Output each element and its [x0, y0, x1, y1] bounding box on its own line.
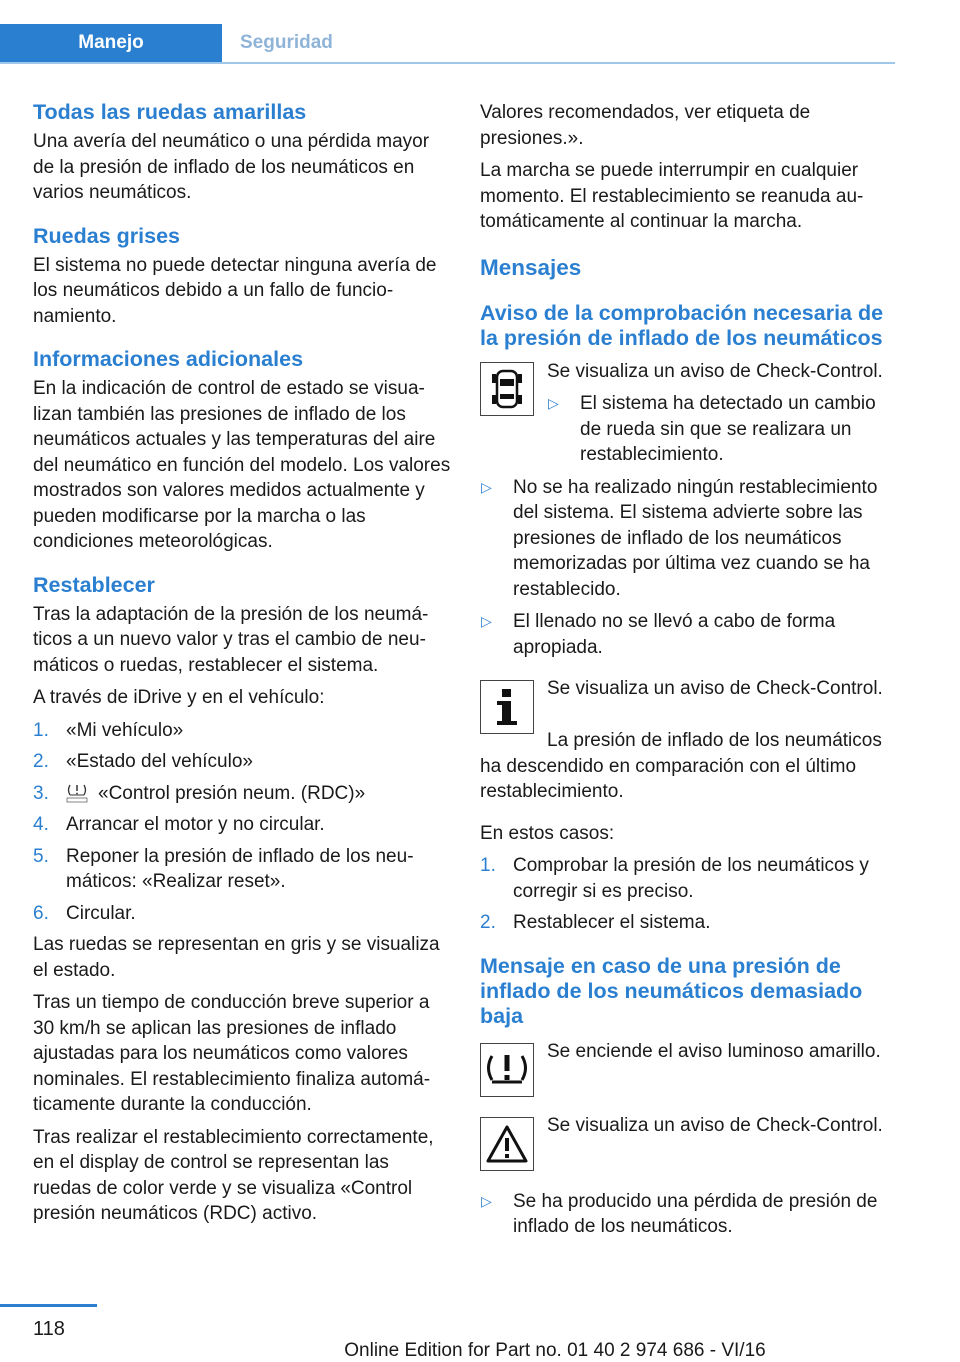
- list-item: [480, 853, 898, 904]
- bullet-list: [480, 475, 898, 661]
- heading-presion-baja: Mensaje en caso de una presión de inflado de los neumáticos demasiado baja: [480, 953, 863, 1028]
- list-item: [33, 844, 451, 895]
- bullet-text: Se ha producido una pérdida de presión de inflado de los neumáticos.: [513, 1190, 878, 1237]
- heading-informaciones: Informaciones adicionales: [33, 347, 304, 371]
- car-tire-warning-icon: [480, 362, 534, 416]
- paragraph: Tras realizar el restablecimiento correctamente, en el display de control se representan las ruedas de color verde y se visualiza «Control presión neumáticos (RDC) activo.: [33, 1126, 434, 1224]
- triangle-bullet-icon: ▷: [481, 613, 492, 629]
- list-item: [33, 781, 451, 807]
- list-item: [33, 749, 451, 775]
- paragraph: Tras la adaptación de la presión de los neumáticos a un nuevo valor y tras el cambio de neumáticos o ruedas, restablecer el sistema.: [33, 603, 429, 676]
- triangle-bullet-icon: ▷: [481, 1192, 492, 1209]
- paragraph: Una avería del neumático o una pérdida mayor de la presión de inflado de los neumáticos en varios neumáticos.: [33, 131, 430, 203]
- step-text: Arrancar el motor y no circular.: [66, 814, 325, 835]
- casos-steps-list: [480, 853, 898, 936]
- paragraph: [480, 728, 898, 805]
- step-number: 1.: [33, 719, 49, 741]
- heading-mensajes: Mensajes: [480, 254, 582, 280]
- list-item: [480, 910, 898, 936]
- paragraph: En la indicación de control de estado se visualizan también las presiones de inflado de los neumáticos actuales y las temperaturas del aire del neumático en función del modelo. Los valores mostrados son valores medidos actualmente y pueden modificarse por la marcha o las condiciones meteorológicas.: [33, 378, 451, 552]
- list-item: [547, 391, 898, 468]
- step-text: Restablecer el sistema.: [513, 912, 711, 933]
- paragraph: Se visualiza un aviso de Check-Control.: [547, 1114, 883, 1136]
- heading-todas-amarillas: Todas las ruedas amarillas: [33, 100, 307, 124]
- paragraph: A través de iDrive y en el vehículo:: [33, 687, 325, 708]
- step-number: 3.: [33, 782, 49, 804]
- list-item: [33, 901, 451, 927]
- section-ruedas-grises: [33, 224, 451, 330]
- section-informaciones: [33, 347, 451, 555]
- tire-pressure-warning-icon: [480, 1043, 534, 1097]
- list-item: [480, 609, 898, 660]
- paragraph: En estos casos:: [480, 822, 615, 844]
- step-text: Comprobar la presión de los neumáticos y corregir si es preciso.: [513, 855, 869, 902]
- step-text: «Control presión neum. (RDC)»: [98, 782, 366, 804]
- paragraph: Se visualiza un aviso de Check-Control.: [547, 360, 883, 382]
- section-restablecer: [33, 573, 451, 1227]
- step-number: 6.: [33, 902, 49, 924]
- tire-pressure-reset-icon: [66, 783, 88, 803]
- list-item: [33, 812, 451, 838]
- info-check-control-row: [480, 676, 898, 732]
- bullet-text: El llenado no se llevó a cabo de forma apropiada.: [513, 611, 836, 658]
- page-number: 118: [33, 1318, 65, 1340]
- right-column: [480, 100, 898, 1247]
- step-number: 2.: [33, 751, 49, 772]
- paragraph: La marcha se puede interrumpir en cualquier momento. El restablecimiento se reanuda automáticamente al continuar la marcha.: [480, 160, 864, 232]
- section-todas-amarillas: [33, 100, 451, 206]
- tab-manejo[interactable]: Manejo: [0, 24, 222, 62]
- aviso-check-control-row: [480, 359, 898, 468]
- paragraph: Se enciende el aviso luminoso amarillo.: [547, 1040, 881, 1062]
- heading-restablecer: Restablecer: [33, 572, 155, 597]
- paragraph: Tras un tiempo de conducción breve superior a 30 km/h se aplican las presiones de inflado ajustadas para los neumáticos como valores nominales. El restablecimiento finaliza automáticamente durante la conducción.: [33, 992, 431, 1115]
- paragraph: Valores recomendados, ver etiqueta de presiones.».: [480, 102, 811, 149]
- bullet-list: [547, 391, 898, 468]
- left-column: [33, 100, 451, 1234]
- step-number: 2.: [480, 912, 496, 933]
- footer-divider: [0, 1304, 97, 1307]
- list-item: [480, 1189, 898, 1240]
- reset-steps-list: [33, 718, 451, 927]
- list-item: [480, 475, 898, 603]
- triangle-bullet-icon: ▷: [481, 478, 492, 495]
- warning-triangle-icon: [480, 1117, 534, 1171]
- step-number: 1.: [480, 855, 496, 876]
- footer-edition: Online Edition for Part no. 01 40 2 974 686 - VI/16: [344, 1340, 766, 1361]
- heading-aviso-comprobacion: Aviso de la comprobación necesaria de la presión de inflado de los neumáticos: [480, 300, 884, 350]
- warning-light-row: [480, 1039, 898, 1103]
- top-navigation-bar: [0, 24, 895, 64]
- info-icon: [480, 680, 534, 734]
- step-text: «Mi vehículo»: [66, 719, 184, 741]
- step-text: Reponer la presión de inflado de los neumáticos: «Realizar reset».: [66, 845, 414, 892]
- paragraph: Se visualiza un aviso de Check-Control.: [547, 678, 883, 699]
- bullet-text: El sistema ha detectado un cambio de rueda sin que se realizara un restablecimiento.: [580, 393, 876, 465]
- warning-triangle-row: [480, 1113, 898, 1177]
- step-number: 5.: [33, 845, 49, 867]
- bullet-list: [480, 1189, 898, 1240]
- info-text: La presión de inflado de los neumáticos ha descendido en comparación con el último restablecimiento.: [480, 730, 882, 802]
- paragraph: Las ruedas se representan en gris y se visualiza el estado.: [33, 934, 440, 981]
- bullet-text: No se ha realizado ningún restablecimiento del sistema. El sistema advierte sobre las presiones de inflado de los neumáticos memorizadas por última vez cuando se ha restablecido.: [513, 476, 878, 600]
- heading-ruedas-grises: Ruedas grises: [33, 223, 180, 248]
- step-number: 4.: [33, 814, 49, 835]
- step-text: «Estado del vehículo»: [66, 751, 253, 772]
- triangle-bullet-icon: ▷: [548, 395, 559, 411]
- list-item: [33, 718, 451, 744]
- step-text: Circular.: [66, 902, 136, 924]
- tab-seguridad[interactable]: Seguridad: [240, 32, 333, 53]
- paragraph: El sistema no puede detectar ninguna avería de los neumáticos debido a un fallo de funcionamiento.: [33, 254, 437, 327]
